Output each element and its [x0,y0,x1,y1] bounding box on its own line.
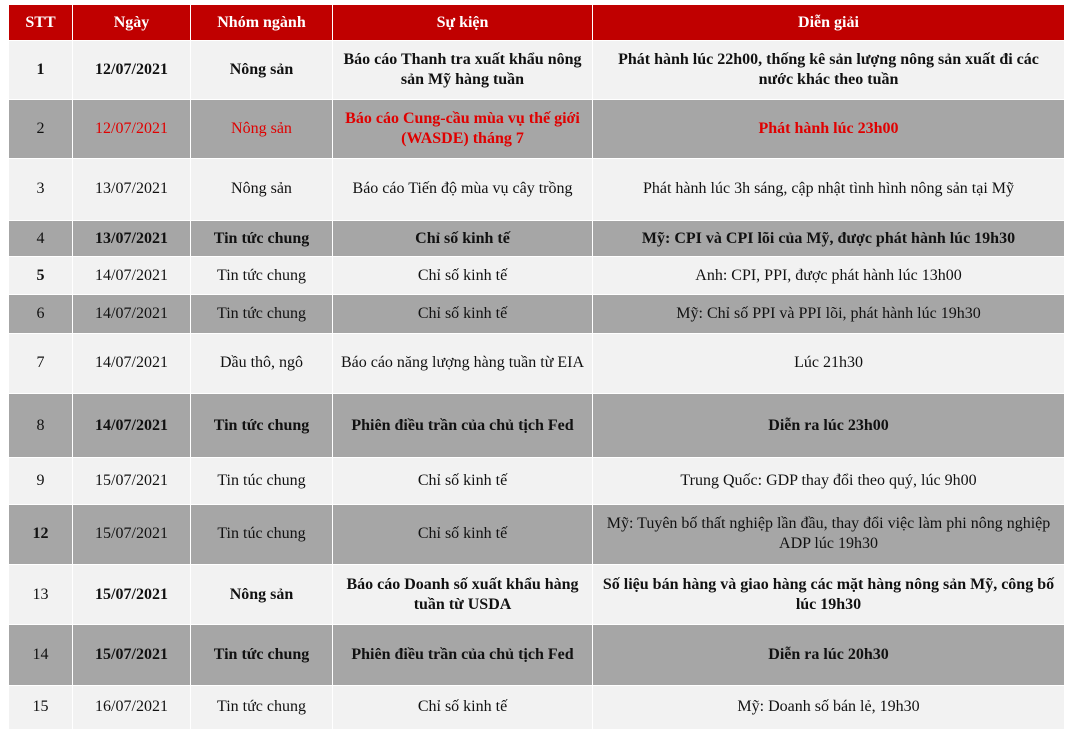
cell-date: 16/07/2021 [73,685,191,729]
table-row [9,295,1065,333]
cell-event: Chỉ số kinh tế [333,504,593,564]
cell-description: Lúc 21h30 [593,333,1065,393]
table-row [9,257,1065,295]
cell-stt: 5 [9,257,73,295]
cell-description: Số liệu bán hàng và giao hàng các mặt hàng nông sản Mỹ, công bố lúc 19h30 [593,564,1065,624]
cell-date: 14/07/2021 [73,333,191,393]
cell-stt: 9 [9,458,73,504]
cell-sector: Tin tức chung [191,685,333,729]
cell-stt: 3 [9,158,73,220]
header-date: Ngày [73,5,191,41]
cell-event: Báo cáo Thanh tra xuất khẩu nông sản Mỹ hàng tuần [333,41,593,100]
cell-stt: 12 [9,504,73,564]
header-sector: Nhóm ngành [191,5,333,41]
cell-date: 15/07/2021 [73,564,191,624]
cell-description: Mỹ: Chỉ số PPI và PPI lõi, phát hành lúc 19h30 [593,295,1065,333]
cell-date: 14/07/2021 [73,257,191,295]
cell-event: Chỉ số kinh tế [333,221,593,257]
cell-description: Diễn ra lúc 23h00 [593,394,1065,458]
header-event: Sự kiện [333,5,593,41]
table-row [9,458,1065,504]
cell-description: Anh: CPI, PPI, được phát hành lúc 13h00 [593,257,1065,295]
cell-event: Chỉ số kinh tế [333,685,593,729]
table-row [9,394,1065,458]
cell-date: 14/07/2021 [73,394,191,458]
cell-stt: 2 [9,100,73,158]
cell-date: 13/07/2021 [73,158,191,220]
cell-stt: 1 [9,41,73,100]
table-row [9,625,1065,685]
table-row [9,564,1065,624]
table-row [9,41,1065,100]
cell-stt: 7 [9,333,73,393]
cell-description: Phát hành lúc 23h00 [593,100,1065,158]
cell-description: Diễn ra lúc 20h30 [593,625,1065,685]
cell-date: 12/07/2021 [73,41,191,100]
table-header-row [9,5,1065,41]
table-row [9,504,1065,564]
cell-date: 15/07/2021 [73,458,191,504]
cell-stt: 4 [9,221,73,257]
cell-event: Chỉ số kinh tế [333,295,593,333]
cell-description: Mỹ: Tuyên bố thất nghiệp lần đầu, thay đổi việc làm phi nông nghiệp ADP lúc 19h30 [593,504,1065,564]
cell-event: Báo cáo Doanh số xuất khẩu hàng tuần từ USDA [333,564,593,624]
cell-sector: Nông sản [191,158,333,220]
cell-date: 13/07/2021 [73,221,191,257]
cell-description: Phát hành lúc 3h sáng, cập nhật tình hình nông sản tại Mỹ [593,158,1065,220]
cell-description: Mỹ: CPI và CPI lõi của Mỹ, được phát hành lúc 19h30 [593,221,1065,257]
cell-event: Phiên điều trần của chủ tịch Fed [333,625,593,685]
cell-sector: Tin tức chung [191,221,333,257]
table-row [9,221,1065,257]
cell-sector: Tin túc chung [191,504,333,564]
cell-event: Chỉ số kinh tế [333,458,593,504]
cell-stt: 14 [9,625,73,685]
event-schedule-table [8,4,1065,730]
cell-event: Chỉ số kinh tế [333,257,593,295]
cell-sector: Tin túc chung [191,458,333,504]
cell-event: Báo cáo năng lượng hàng tuần từ EIA [333,333,593,393]
cell-date: 15/07/2021 [73,504,191,564]
cell-sector: Nông sản [191,41,333,100]
cell-date: 14/07/2021 [73,295,191,333]
cell-description: Mỹ: Doanh số bán lẻ, 19h30 [593,685,1065,729]
cell-sector: Tin tức chung [191,295,333,333]
cell-sector: Nông sản [191,100,333,158]
cell-stt: 13 [9,564,73,624]
cell-date: 15/07/2021 [73,625,191,685]
header-stt: STT [9,5,73,41]
cell-sector: Tin tức chung [191,394,333,458]
table-row [9,100,1065,158]
table-row [9,685,1065,729]
cell-sector: Tin tức chung [191,257,333,295]
cell-sector: Tin tức chung [191,625,333,685]
cell-event: Báo cáo Cung-cầu mùa vụ thế giới (WASDE) tháng 7 [333,100,593,158]
cell-sector: Nông sản [191,564,333,624]
cell-description: Trung Quốc: GDP thay đổi theo quý, lúc 9h00 [593,458,1065,504]
cell-sector: Dầu thô, ngô [191,333,333,393]
cell-stt: 6 [9,295,73,333]
header-description: Diễn giải [593,5,1065,41]
cell-stt: 15 [9,685,73,729]
cell-description: Phát hành lúc 22h00, thống kê sản lượng nông sản xuất đi các nước khác theo tuần [593,41,1065,100]
cell-stt: 8 [9,394,73,458]
cell-event: Báo cáo Tiến độ mùa vụ cây trồng [333,158,593,220]
cell-date: 12/07/2021 [73,100,191,158]
table-row [9,158,1065,220]
table-row [9,333,1065,393]
cell-event: Phiên điều trần của chủ tịch Fed [333,394,593,458]
